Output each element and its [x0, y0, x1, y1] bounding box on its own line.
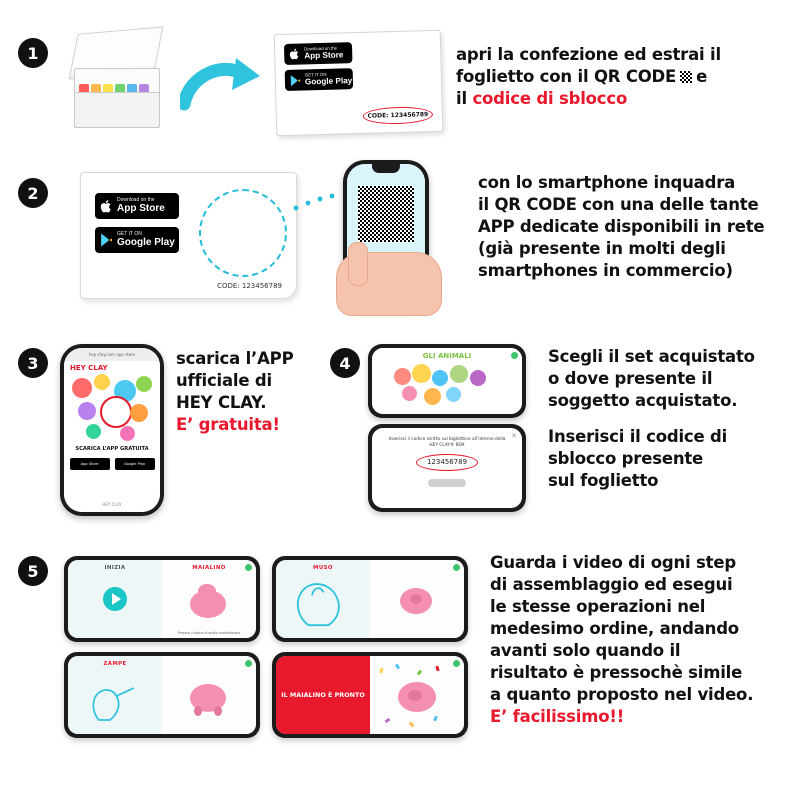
- video-label-right-4: IL MAIALINO È PRONTO: [281, 690, 365, 699]
- google-play-badge-line2: Google Play: [304, 76, 353, 87]
- status-indicator: [453, 660, 460, 667]
- app-store-badge-line2: App Store: [304, 50, 344, 61]
- phone-app-page: [60, 344, 164, 516]
- pig-leg: [214, 706, 222, 716]
- google-play-icon: [100, 233, 113, 247]
- video-phone-2[interactable]: [272, 556, 468, 642]
- app-store-badge[interactable]: [284, 42, 353, 65]
- step-2-line-5: smartphones in commercio): [478, 260, 733, 280]
- step-3-line-3: HEY CLAY.: [176, 392, 267, 412]
- pig-head: [198, 584, 216, 598]
- step-2-text: [478, 172, 798, 282]
- google-play-badge-2-line1: GET IT ON: [117, 231, 142, 237]
- box-front-panel: [74, 92, 160, 128]
- video-left-pane-2: [276, 560, 370, 638]
- video-right-pane-2: [370, 560, 464, 638]
- video-label-right-1: MAIALINO: [192, 565, 226, 571]
- step-4-artwork: [368, 344, 530, 516]
- step-3-badge: 3: [18, 348, 48, 378]
- phone-screen-4b: [372, 428, 522, 508]
- status-indicator: [245, 660, 252, 667]
- video-left-pane-4: [276, 656, 370, 734]
- video-left-pane-3: [68, 656, 162, 734]
- step-1-line-2: foglietto con il QR CODE: [456, 66, 677, 86]
- unlock-code-input[interactable]: 123456789: [416, 454, 478, 471]
- step-4-line-7: sul foglietto: [548, 470, 659, 490]
- step-2: [18, 178, 48, 208]
- step-2-badge: 2: [18, 178, 48, 208]
- thumb-illustration: [348, 242, 368, 286]
- video-phone-3[interactable]: [64, 652, 260, 738]
- app-store-badge-2-line1: Download on the: [117, 197, 155, 203]
- hand-outline-icon: [284, 574, 358, 632]
- step-5-line-6: risultato è pressochè simile: [490, 662, 743, 682]
- step-2-line-1: con lo smartphone inquadra: [478, 173, 736, 192]
- video-left-pane-1: [68, 560, 162, 638]
- product-box: [70, 30, 162, 130]
- set-title: GLI ANIMALI: [422, 352, 472, 360]
- google-play-mini-button[interactable]: Google Play: [115, 458, 155, 470]
- step-5-line-5: avanti solo quando il: [490, 640, 681, 660]
- modal-confirm-button[interactable]: [428, 479, 466, 487]
- app-store-badge-2[interactable]: [95, 193, 179, 219]
- step-3-line-1: scarica l’APP: [176, 349, 294, 368]
- app-logo: HEY CLAY: [70, 364, 108, 372]
- video-label-left-1: INIZIA: [104, 565, 126, 571]
- step-4-spacer: [548, 412, 794, 426]
- hand-pinch-icon: [78, 672, 150, 728]
- app-store-badge-line1: Download on the: [304, 45, 338, 52]
- step-5-line-1: Guarda i video di ogni step: [490, 553, 736, 572]
- step-1-text: [456, 44, 786, 110]
- step-5-line-4: medesimo ordine, andando: [490, 618, 739, 638]
- video-label-left-2: MUSO: [313, 565, 333, 571]
- step-1-line-2b: e: [696, 66, 708, 86]
- step-1-artwork: [60, 26, 440, 141]
- step-3-artwork: [60, 344, 170, 524]
- app-footer-logo: HEY CLAY: [102, 502, 122, 507]
- arrow-icon: [180, 56, 265, 116]
- phone-notch: [372, 164, 400, 173]
- google-play-icon: [290, 74, 301, 86]
- video-screen-2: [276, 560, 464, 638]
- google-play-badge-line1: GET IT ON: [304, 71, 327, 78]
- step-1-line-3-highlight: codice di sblocco: [472, 88, 628, 108]
- step-5-line-2: di assemblaggio ed esegui: [490, 574, 733, 594]
- step-4-line-1: Scegli il set acquistato: [548, 347, 755, 366]
- step-4-badge: 4: [330, 348, 360, 378]
- leaflet-card-2: [80, 172, 297, 299]
- video-phone-1[interactable]: [64, 556, 260, 642]
- play-button[interactable]: [103, 587, 127, 611]
- step-5-badge: 5: [18, 556, 48, 586]
- step-3-line-2: ufficiale di: [176, 370, 272, 390]
- qr-code-on-screen: [358, 186, 414, 242]
- step-4-line-2: o dove presente il: [548, 368, 713, 388]
- step-3-text: [176, 348, 326, 436]
- step-1-line-1: apri la confezione ed estrai il: [456, 45, 721, 64]
- step-2-line-2: il QR CODE con una delle tante: [478, 194, 759, 214]
- step-4-line-5: Inserisci il codice di: [548, 426, 728, 446]
- status-indicator: [245, 564, 252, 571]
- step-5-line-3: le stesse operazioni nel: [490, 596, 706, 616]
- step-1-badge: 1: [18, 38, 48, 68]
- app-store-mini-button[interactable]: App Store: [70, 458, 110, 470]
- app-store-badge-2-line2: App Store: [117, 203, 165, 214]
- step-3-line-4: E’ gratuita!: [176, 414, 280, 434]
- unlock-code-label: CODE: 123456789: [363, 106, 433, 125]
- video-screen-4: [276, 656, 464, 734]
- status-indicator: [453, 564, 460, 571]
- phone-code-modal: [368, 424, 526, 512]
- pig-leg: [194, 706, 202, 716]
- google-play-badge-2[interactable]: [95, 227, 179, 253]
- step-2-artwork: [60, 160, 460, 320]
- video-screen-3: [68, 656, 256, 734]
- pig-snout: [410, 594, 422, 604]
- browser-address-bar[interactable]: hey-clay.com app store: [64, 348, 160, 361]
- modal-instruction-text: Inserisci il codice scritto sul bigliettino all’interno della HEY CLAY® BOX: [388, 437, 506, 448]
- step-5-text: [490, 552, 800, 728]
- step-5-artwork: [60, 552, 460, 752]
- video-phone-4[interactable]: [272, 652, 468, 738]
- video-right-pane-1: [162, 560, 256, 638]
- google-play-badge[interactable]: [285, 68, 354, 91]
- step-4-line-6: sblocco presente: [548, 448, 704, 468]
- status-indicator: [511, 352, 518, 359]
- step-4-line-3: soggetto acquistato.: [548, 390, 738, 410]
- step-5: [18, 556, 48, 586]
- phone-set-selection: [368, 344, 526, 418]
- pig-snout: [408, 690, 422, 701]
- app-hero-graphic: [64, 372, 160, 444]
- video-screen-1: [68, 560, 256, 638]
- phone-screen-3: [64, 348, 160, 512]
- step-1-line-3: il: [456, 88, 473, 108]
- step-4: [330, 348, 360, 378]
- apple-icon: [289, 48, 300, 61]
- video-right-pane-4: [370, 656, 464, 734]
- phone-screen-4a: [372, 348, 522, 414]
- qr-code: [378, 41, 429, 92]
- video-label-left-3: ZAMPE: [103, 661, 127, 667]
- step-3: [18, 348, 48, 378]
- scan-highlight-circle: [199, 189, 287, 277]
- video-right-pane-3: [162, 656, 256, 734]
- leaflet-card: [274, 30, 444, 136]
- close-icon[interactable]: ✕: [511, 432, 517, 440]
- video-caption-1: Prepara il colore di quella modellazione: [177, 631, 241, 635]
- app-download-cta[interactable]: SCARICA L’APP GRATUITA: [75, 446, 149, 452]
- step-5-line-7: a quanto proposto nel video.: [490, 684, 754, 704]
- qr-code-inline-icon: [680, 71, 692, 83]
- step-2-line-3: APP dedicate disponibili in rete: [478, 216, 765, 236]
- step-5-line-8: E’ facilissimo!!: [490, 706, 625, 726]
- step-4-text: [548, 346, 794, 492]
- apple-icon: [100, 199, 113, 214]
- step-1: [18, 38, 48, 68]
- step-2-line-4: (già presente in molti degli: [478, 238, 726, 258]
- google-play-badge-2-line2: Google Play: [117, 237, 175, 248]
- unlock-code-label-2: CODE: 123456789: [217, 282, 282, 290]
